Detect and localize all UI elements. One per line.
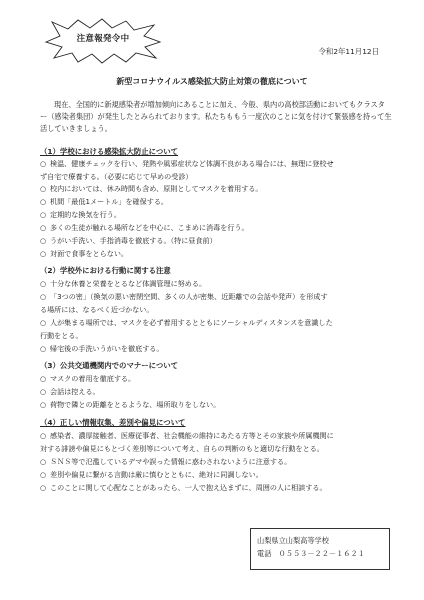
school-name: 山梨県立山梨高等学校: [257, 536, 329, 545]
list-item: ○ ＳＮＳ等で氾濫しているデマや誤った情報に惑わされないように注意する。: [40, 457, 292, 466]
list-item: ○ 差別や偏見に繋がる言動は厳に慎むとともに、絶対に同調しない。: [40, 470, 263, 479]
list-item: ○ 十分な休養と栄養をとるなど体調管理に努める。: [40, 279, 207, 288]
list-item: ○ 帰宅後の手洗いうがいを徹底する。: [40, 344, 164, 353]
section-heading-2: （2）学校外における行動に関する注意: [40, 266, 171, 275]
badge-text: 注意報発令中: [76, 34, 130, 44]
document-title: 新型コロナウイルス感染拡大防止対策の徹底について: [116, 77, 308, 86]
list-item: ○ 検温、健康チェックを行い、発熱や風邪症状など体調不良がある場合には、無理に登校せ ず自宅で療養する。（必要に応じて早めの受診）: [40, 159, 334, 181]
notice-badge: [44, 18, 162, 64]
section-heading-4: （4）正しい情報収集、差別や偏見について: [40, 418, 186, 427]
intro-paragraph: 現在、全国的に新規感染者が増加傾向にあることに加え、今般、県内の高校部活動においてもクラスター（感染者集団）が発生したとみられております。私たちももう一度次のことに気を付けて緊張感を持って生活していきましょう。: [40, 100, 392, 133]
list-item: ○ このことに関して心配なことがあったら、一人で抱え込まずに、周囲の人に相談する。: [40, 483, 327, 492]
list-item: ○ 会話は控える。: [40, 387, 100, 396]
contact-box: [250, 528, 390, 570]
list-item: ○ 定期的な換気を行う。: [40, 210, 121, 219]
list-item: ○ 人が集まる場所では、マスクを必ず着用するとともにソーシャルディスタンスを意識した 行動をとる。: [40, 318, 333, 340]
list-item: ○ 多くの生徒が触れる場所などを中心に、こまめに消毒を行う。: [40, 223, 249, 232]
section-heading-1: （1）学校における感染拡大防止について: [40, 147, 179, 156]
section-heading-3: （3）公共交通機関内でのマナーについて: [40, 361, 179, 370]
list-item: ○ 「3つの密」（換気の悪い密閉空間、多くの人が密集、近距離での会話や発声）を形成す る場所には、なるべく近づかない。: [40, 292, 328, 314]
list-item: ○ マスクの着用を徹底する。: [40, 374, 136, 383]
phone-number: 電話 ０５５３－２２－１６２１: [257, 549, 365, 558]
list-item: ○ 対面で食事をとらない。: [40, 249, 129, 258]
list-item: ○ 机間「最低1メートル」を確保する。: [40, 197, 169, 206]
list-item: ○ うがい手洗い、手指消毒を徹底する。（特に昼食前）: [40, 236, 217, 245]
list-item: ○ 感染者、濃厚接触者、医療従事者、社会機能の維持にあたる方等とその家族や所属機関に 対する誹謗や偏見にもとづく差別等について考え、自らの判断のもと適切な行動をとる。: [40, 431, 334, 453]
document-date: 令和2年11月12日: [318, 47, 379, 56]
list-item: ○ 荷物で隣との距離をとるような、場所取りをしない。: [40, 400, 221, 409]
list-item: ○ 校内においては、休み時間も含め、原則としてマスクを着用する。: [40, 184, 263, 193]
